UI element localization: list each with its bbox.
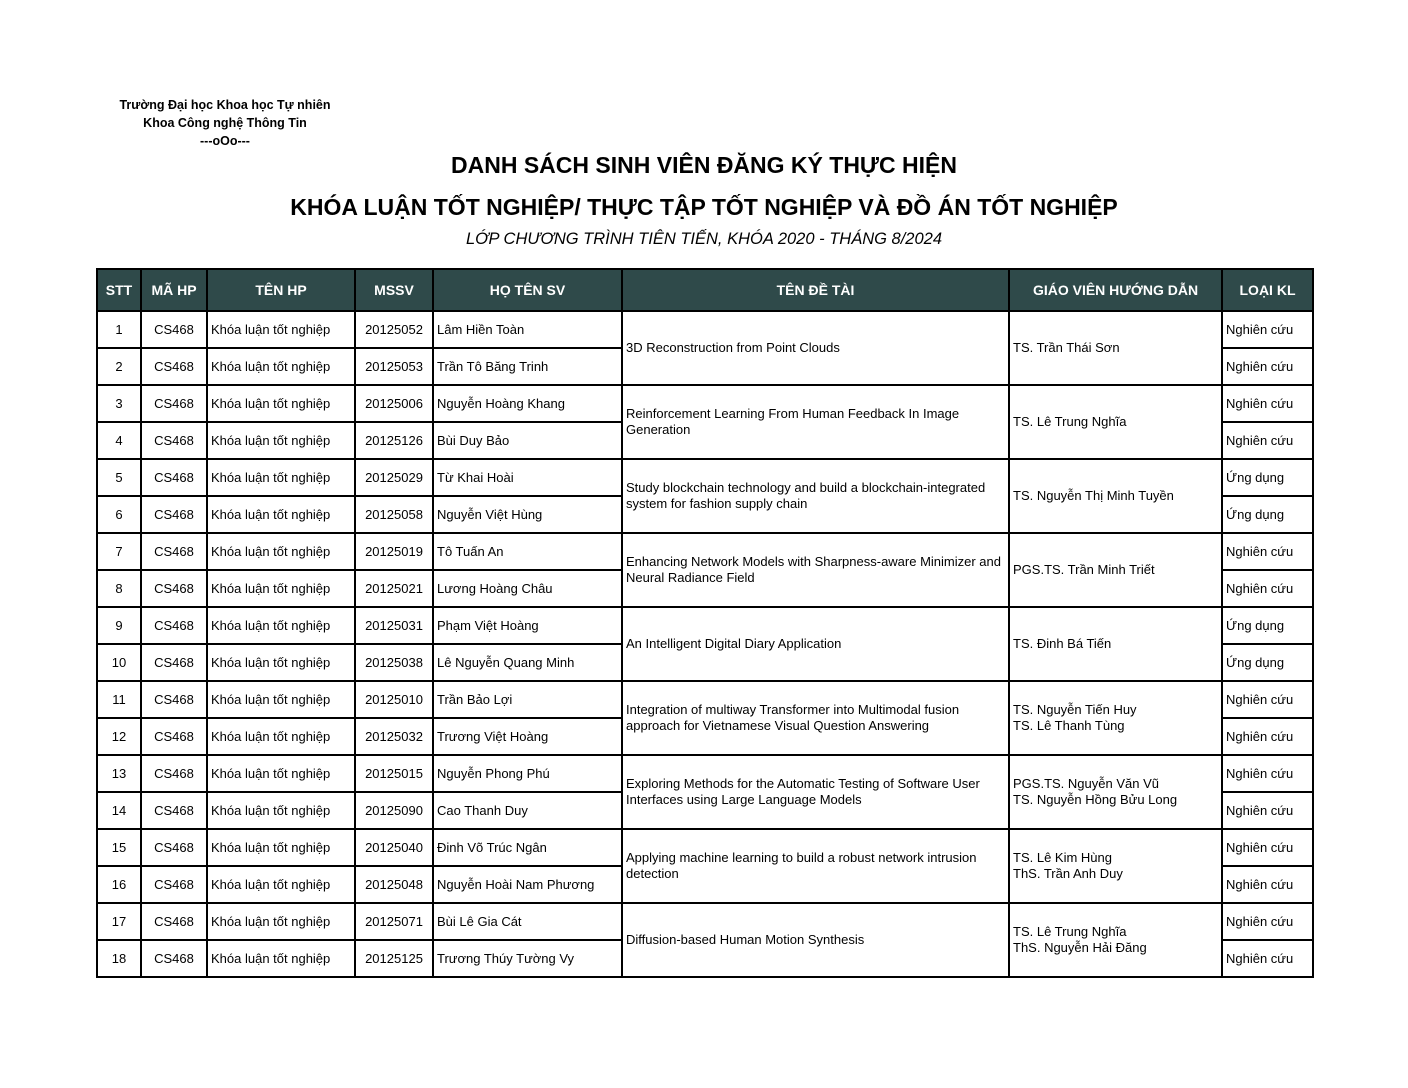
course-code-cell: CS468 (141, 311, 207, 348)
course-name-cell: Khóa luận tốt nghiệp (207, 903, 355, 940)
student-name-cell: Phạm Việt Hoàng (433, 607, 622, 644)
document-subtitle: KHÓA LUẬN TỐT NGHIỆP/ THỰC TẬP TỐT NGHIỆP VÀ ĐỒ ÁN TỐT NGHIỆP (290, 194, 1118, 220)
table-row (97, 755, 1313, 792)
thesis-type-cell: Ứng dụng (1222, 644, 1313, 681)
stt-cell: 14 (97, 792, 141, 829)
student-id-cell: 20125006 (355, 385, 433, 422)
student-id-cell: 20125126 (355, 422, 433, 459)
thesis-type-cell: Nghiên cứu (1222, 755, 1313, 792)
course-code-cell: CS468 (141, 533, 207, 570)
student-name-cell: Nguyễn Việt Hùng (433, 496, 622, 533)
course-name-cell: Khóa luận tốt nghiệp (207, 607, 355, 644)
advisor-cell: TS. Lê Trung Nghĩa (1009, 385, 1222, 459)
student-id-cell: 20125071 (355, 903, 433, 940)
thesis-type-cell: Ứng dụng (1222, 459, 1313, 496)
thesis-topic-cell: Reinforcement Learning From Human Feedback In Image Generation (622, 385, 1009, 459)
advisor-cell: PGS.TS. Trần Minh Triết (1009, 533, 1222, 607)
student-name-cell: Lê Nguyễn Quang Minh (433, 644, 622, 681)
stt-cell: 13 (97, 755, 141, 792)
course-name-cell: Khóa luận tốt nghiệp (207, 644, 355, 681)
student-name-cell: Bùi Lê Gia Cát (433, 903, 622, 940)
table-row (97, 829, 1313, 866)
course-name-cell: Khóa luận tốt nghiệp (207, 459, 355, 496)
stt-cell: 2 (97, 348, 141, 385)
advisor-cell: TS. Nguyễn Tiến Huy TS. Lê Thanh Tùng (1009, 681, 1222, 755)
student-id-cell: 20125040 (355, 829, 433, 866)
advisor-cell: TS. Lê Kim Hùng ThS. Trần Anh Duy (1009, 829, 1222, 903)
course-name-cell: Khóa luận tốt nghiệp (207, 422, 355, 459)
advisor-cell: TS. Lê Trung Nghĩa ThS. Nguyễn Hải Đăng (1009, 903, 1222, 977)
student-id-cell: 20125048 (355, 866, 433, 903)
course-code-cell: CS468 (141, 792, 207, 829)
student-id-cell: 20125031 (355, 607, 433, 644)
table-row (97, 385, 1313, 422)
student-id-cell: 20125010 (355, 681, 433, 718)
column-header-loai-kl: LOẠI KL (1222, 269, 1313, 311)
stt-cell: 11 (97, 681, 141, 718)
student-id-cell: 20125015 (355, 755, 433, 792)
table-row (97, 903, 1313, 940)
student-name-cell: Trần Tô Băng Trinh (433, 348, 622, 385)
thesis-type-cell: Ứng dụng (1222, 496, 1313, 533)
thesis-type-cell: Nghiên cứu (1222, 385, 1313, 422)
thesis-type-cell: Nghiên cứu (1222, 422, 1313, 459)
course-name-cell: Khóa luận tốt nghiệp (207, 792, 355, 829)
column-header-stt: STT (97, 269, 141, 311)
course-name-cell: Khóa luận tốt nghiệp (207, 829, 355, 866)
course-name-cell: Khóa luận tốt nghiệp (207, 866, 355, 903)
student-name-cell: Trương Thúy Tường Vy (433, 940, 622, 977)
thesis-topic-cell: Study blockchain technology and build a blockchain-integrated system for fashion supply chain (622, 459, 1009, 533)
student-name-cell: Trần Bảo Lợi (433, 681, 622, 718)
stt-cell: 10 (97, 644, 141, 681)
table-row (97, 681, 1313, 718)
course-name-cell: Khóa luận tốt nghiệp (207, 385, 355, 422)
stt-cell: 1 (97, 311, 141, 348)
student-name-cell: Lâm Hiền Toàn (433, 311, 622, 348)
course-name-cell: Khóa luận tốt nghiệp (207, 570, 355, 607)
advisor-cell: PGS.TS. Nguyễn Văn Vũ TS. Nguyễn Hồng Bửu Long (1009, 755, 1222, 829)
thesis-topic-cell: 3D Reconstruction from Point Clouds (622, 311, 1009, 385)
university-name: Trường Đại học Khoa học Tự nhiên (119, 98, 331, 112)
student-name-cell: Nguyễn Hoàng Khang (433, 385, 622, 422)
thesis-type-cell: Nghiên cứu (1222, 792, 1313, 829)
thesis-topic-cell: Applying machine learning to build a robust network intrusion detection (622, 829, 1009, 903)
student-name-cell: Từ Khai Hoài (433, 459, 622, 496)
stt-cell: 15 (97, 829, 141, 866)
column-header-giao-vien: GIÁO VIÊN HƯỚNG DẪN (1009, 269, 1222, 311)
stt-cell: 12 (97, 718, 141, 755)
course-code-cell: CS468 (141, 422, 207, 459)
table-row (97, 533, 1313, 570)
table-body (97, 311, 1313, 977)
stt-cell: 6 (97, 496, 141, 533)
course-code-cell: CS468 (141, 866, 207, 903)
course-code-cell: CS468 (141, 496, 207, 533)
column-header-ho-ten: HỌ TÊN SV (433, 269, 622, 311)
course-code-cell: CS468 (141, 570, 207, 607)
organization-header (100, 96, 350, 150)
course-code-cell: CS468 (141, 348, 207, 385)
stt-cell: 17 (97, 903, 141, 940)
course-name-cell: Khóa luận tốt nghiệp (207, 718, 355, 755)
thesis-topic-cell: Diffusion-based Human Motion Synthesis (622, 903, 1009, 977)
course-code-cell: CS468 (141, 607, 207, 644)
column-header-ten-de-tai: TÊN ĐỀ TÀI (622, 269, 1009, 311)
table-row (97, 311, 1313, 348)
student-id-cell: 20125125 (355, 940, 433, 977)
course-code-cell: CS468 (141, 681, 207, 718)
course-code-cell: CS468 (141, 755, 207, 792)
course-name-cell: Khóa luận tốt nghiệp (207, 940, 355, 977)
column-header-mssv: MSSV (355, 269, 433, 311)
student-name-cell: Nguyễn Hoài Nam Phương (433, 866, 622, 903)
column-header-ma-hp: MÃ HP (141, 269, 207, 311)
course-code-cell: CS468 (141, 718, 207, 755)
student-id-cell: 20125021 (355, 570, 433, 607)
column-header-ten-hp: TÊN HP (207, 269, 355, 311)
stt-cell: 8 (97, 570, 141, 607)
thesis-type-cell: Nghiên cứu (1222, 829, 1313, 866)
student-name-cell: Lương Hoàng Châu (433, 570, 622, 607)
thesis-topic-cell: Exploring Methods for the Automatic Testing of Software User Interfaces using Large Language Models (622, 755, 1009, 829)
student-name-cell: Cao Thanh Duy (433, 792, 622, 829)
advisor-cell: TS. Đinh Bá Tiến (1009, 607, 1222, 681)
student-name-cell: Nguyễn Phong Phú (433, 755, 622, 792)
student-name-cell: Đinh Võ Trúc Ngân (433, 829, 622, 866)
advisor-cell: TS. Nguyễn Thị Minh Tuyền (1009, 459, 1222, 533)
table-row (97, 607, 1313, 644)
student-id-cell: 20125090 (355, 792, 433, 829)
student-id-cell: 20125032 (355, 718, 433, 755)
course-code-cell: CS468 (141, 829, 207, 866)
student-name-cell: Tô Tuấn An (433, 533, 622, 570)
course-code-cell: CS468 (141, 644, 207, 681)
ornament-divider: ---oOo--- (200, 134, 250, 148)
stt-cell: 16 (97, 866, 141, 903)
course-name-cell: Khóa luận tốt nghiệp (207, 311, 355, 348)
course-code-cell: CS468 (141, 940, 207, 977)
thesis-topic-cell: Enhancing Network Models with Sharpness-aware Minimizer and Neural Radiance Field (622, 533, 1009, 607)
course-code-cell: CS468 (141, 385, 207, 422)
course-code-cell: CS468 (141, 459, 207, 496)
stt-cell: 18 (97, 940, 141, 977)
course-name-cell: Khóa luận tốt nghiệp (207, 533, 355, 570)
student-id-cell: 20125053 (355, 348, 433, 385)
course-name-cell: Khóa luận tốt nghiệp (207, 755, 355, 792)
faculty-name: Khoa Công nghệ Thông Tin (143, 116, 307, 130)
stt-cell: 3 (97, 385, 141, 422)
stt-cell: 4 (97, 422, 141, 459)
thesis-type-cell: Nghiên cứu (1222, 311, 1313, 348)
course-name-cell: Khóa luận tốt nghiệp (207, 348, 355, 385)
student-id-cell: 20125052 (355, 311, 433, 348)
thesis-type-cell: Nghiên cứu (1222, 570, 1313, 607)
student-registration-table (96, 268, 1314, 978)
stt-cell: 7 (97, 533, 141, 570)
student-id-cell: 20125019 (355, 533, 433, 570)
table-row (97, 459, 1313, 496)
stt-cell: 5 (97, 459, 141, 496)
stt-cell: 9 (97, 607, 141, 644)
thesis-type-cell: Ứng dụng (1222, 607, 1313, 644)
table-header-row (97, 269, 1313, 311)
course-code-cell: CS468 (141, 903, 207, 940)
course-name-cell: Khóa luận tốt nghiệp (207, 496, 355, 533)
thesis-topic-cell: An Intelligent Digital Diary Application (622, 607, 1009, 681)
thesis-type-cell: Nghiên cứu (1222, 348, 1313, 385)
thesis-type-cell: Nghiên cứu (1222, 533, 1313, 570)
thesis-type-cell: Nghiên cứu (1222, 866, 1313, 903)
thesis-type-cell: Nghiên cứu (1222, 903, 1313, 940)
course-name-cell: Khóa luận tốt nghiệp (207, 681, 355, 718)
student-id-cell: 20125038 (355, 644, 433, 681)
thesis-topic-cell: Integration of multiway Transformer into Multimodal fusion approach for Vietnamese Visual Question Answering (622, 681, 1009, 755)
thesis-type-cell: Nghiên cứu (1222, 681, 1313, 718)
student-name-cell: Bùi Duy Bảo (433, 422, 622, 459)
document-title: DANH SÁCH SINH VIÊN ĐĂNG KÝ THỰC HIỆN (451, 152, 957, 178)
thesis-type-cell: Nghiên cứu (1222, 940, 1313, 977)
student-name-cell: Trương Việt Hoàng (433, 718, 622, 755)
student-id-cell: 20125029 (355, 459, 433, 496)
thesis-type-cell: Nghiên cứu (1222, 718, 1313, 755)
student-id-cell: 20125058 (355, 496, 433, 533)
document-class-info: LỚP CHƯƠNG TRÌNH TIÊN TIẾN, KHÓA 2020 - THÁNG 8/2024 (465, 230, 942, 248)
advisor-cell: TS. Trần Thái Sơn (1009, 311, 1222, 385)
